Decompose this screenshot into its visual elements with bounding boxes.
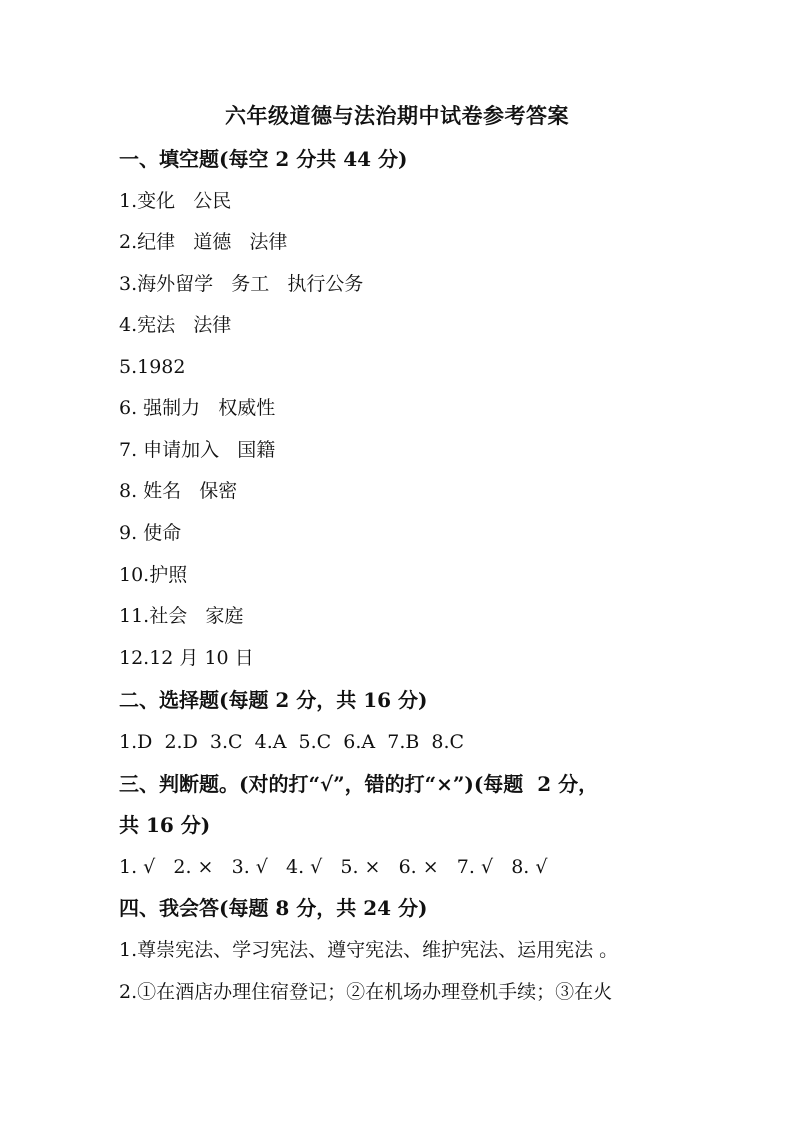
section-1-answer-1: 1.变化 公民 <box>119 190 232 212</box>
section-3-heading-line-2: 共 16 分) <box>119 813 211 837</box>
section-4-heading: 四、我会答(每题 8 分，共 24 分) <box>119 896 428 920</box>
section-1-answer-2: 2.纪律 道德 法律 <box>119 231 288 253</box>
section-1-answer-3: 3.海外留学 务工 执行公务 <box>119 273 364 295</box>
section-1-answer-4: 4.宪法 法律 <box>119 314 232 336</box>
section-1-answer-9: 9. 使命 <box>119 522 182 544</box>
section-3-heading-line-1: 三、判断题。(对的打“√”，错的打“×”)(每题 2 分， <box>119 772 599 796</box>
section-1-answer-5: 5.1982 <box>119 356 186 378</box>
section-2-heading: 二、选择题(每题 2 分，共 16 分) <box>119 688 428 712</box>
section-1-answer-8: 8. 姓名 保密 <box>119 480 238 502</box>
section-1-answer-10: 10.护照 <box>119 564 188 586</box>
section-1-heading: 一、填空题(每空 2 分共 44 分) <box>119 147 408 171</box>
section-2-answer-1: 1.D 2.D 3.C 4.A 5.C 6.A 7.B 8.C <box>119 731 465 753</box>
section-4-answer-1: 1.尊崇宪法、学习宪法、遵守宪法、维护宪法、运用宪法 。 <box>119 939 619 961</box>
section-3-answer-1: 1. √ 2. × 3. √ 4. √ 5. × 6. × 7. √ 8. √ <box>119 856 548 878</box>
section-1-answer-11: 11.社会 家庭 <box>119 605 244 627</box>
section-1-answer-7: 7. 申请加入 国籍 <box>119 439 276 461</box>
section-1-answer-6: 6. 强制力 权威性 <box>119 397 276 419</box>
section-1-answer-12: 12.12 月 10 日 <box>119 647 254 669</box>
section-4-answer-2: 2.①在酒店办理住宿登记；②在机场办理登机手续；③在火 <box>119 981 613 1003</box>
document-title: 六年级道德与法治期中试卷参考答案 <box>225 103 569 128</box>
